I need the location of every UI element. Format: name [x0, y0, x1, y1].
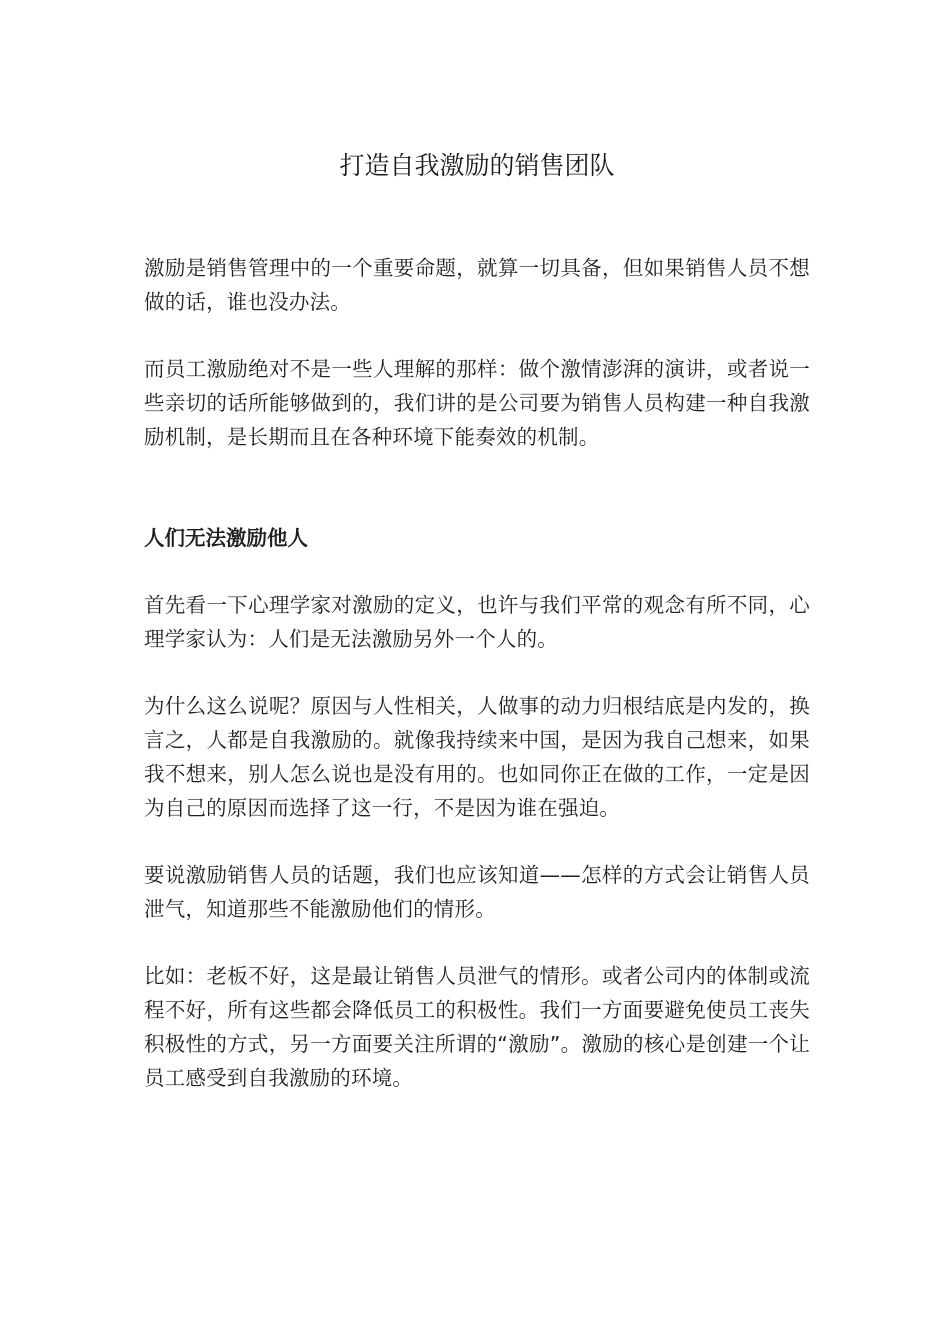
section-paragraph-2: 为什么这么说呢？原因与人性相关，人做事的动力归根结底是内发的，换言之，人都是自我激励的。就像我持续来中国，是因为我自己想来，如果我不想来，别人怎么说也是没有用的。也如同你正在做的工作，一定是因为自己的原因而选择了这一行，不是因为谁在强迫。 — [144, 694, 810, 820]
section-paragraph-3: 要说激励销售人员的话题，我们也应该知道——怎样的方式会让销售人员泄气，知道那些不能激励他们的情形。 — [144, 863, 810, 921]
section-heading: 人们无法激励他人 — [144, 526, 308, 550]
section-paragraph-1: 首先看一下心理学家对激励的定义，也许与我们平常的观念有所不同，心理学家认为：人们是无法激励另外一个人的。 — [144, 593, 810, 651]
section-paragraph-4: 比如：老板不好，这是最让销售人员泄气的情形。或者公司内的体制或流程不好，所有这些都会降低员工的积极性。我们一方面要避免使员工丧失积极性的方式，另一方面要关注所谓的“激励”。激励的核心是创建一个让员工感受到自我激励的环境。 — [144, 964, 810, 1090]
intro-paragraph-1: 激励是销售管理中的一个重要命题，就算一切具备，但如果销售人员不想做的话，谁也没办法。 — [144, 256, 810, 314]
document-page — [144, 0, 810, 1344]
intro-paragraph-2: 而员工激励绝对不是一些人理解的那样：做个激情澎湃的演讲，或者说一些亲切的话所能够做到的，我们讲的是公司要为销售人员构建一种自我激励机制，是长期而且在各种环境下能奏效的机制。 — [144, 357, 810, 449]
document-title: 打造自我激励的销售团队 — [339, 151, 615, 180]
